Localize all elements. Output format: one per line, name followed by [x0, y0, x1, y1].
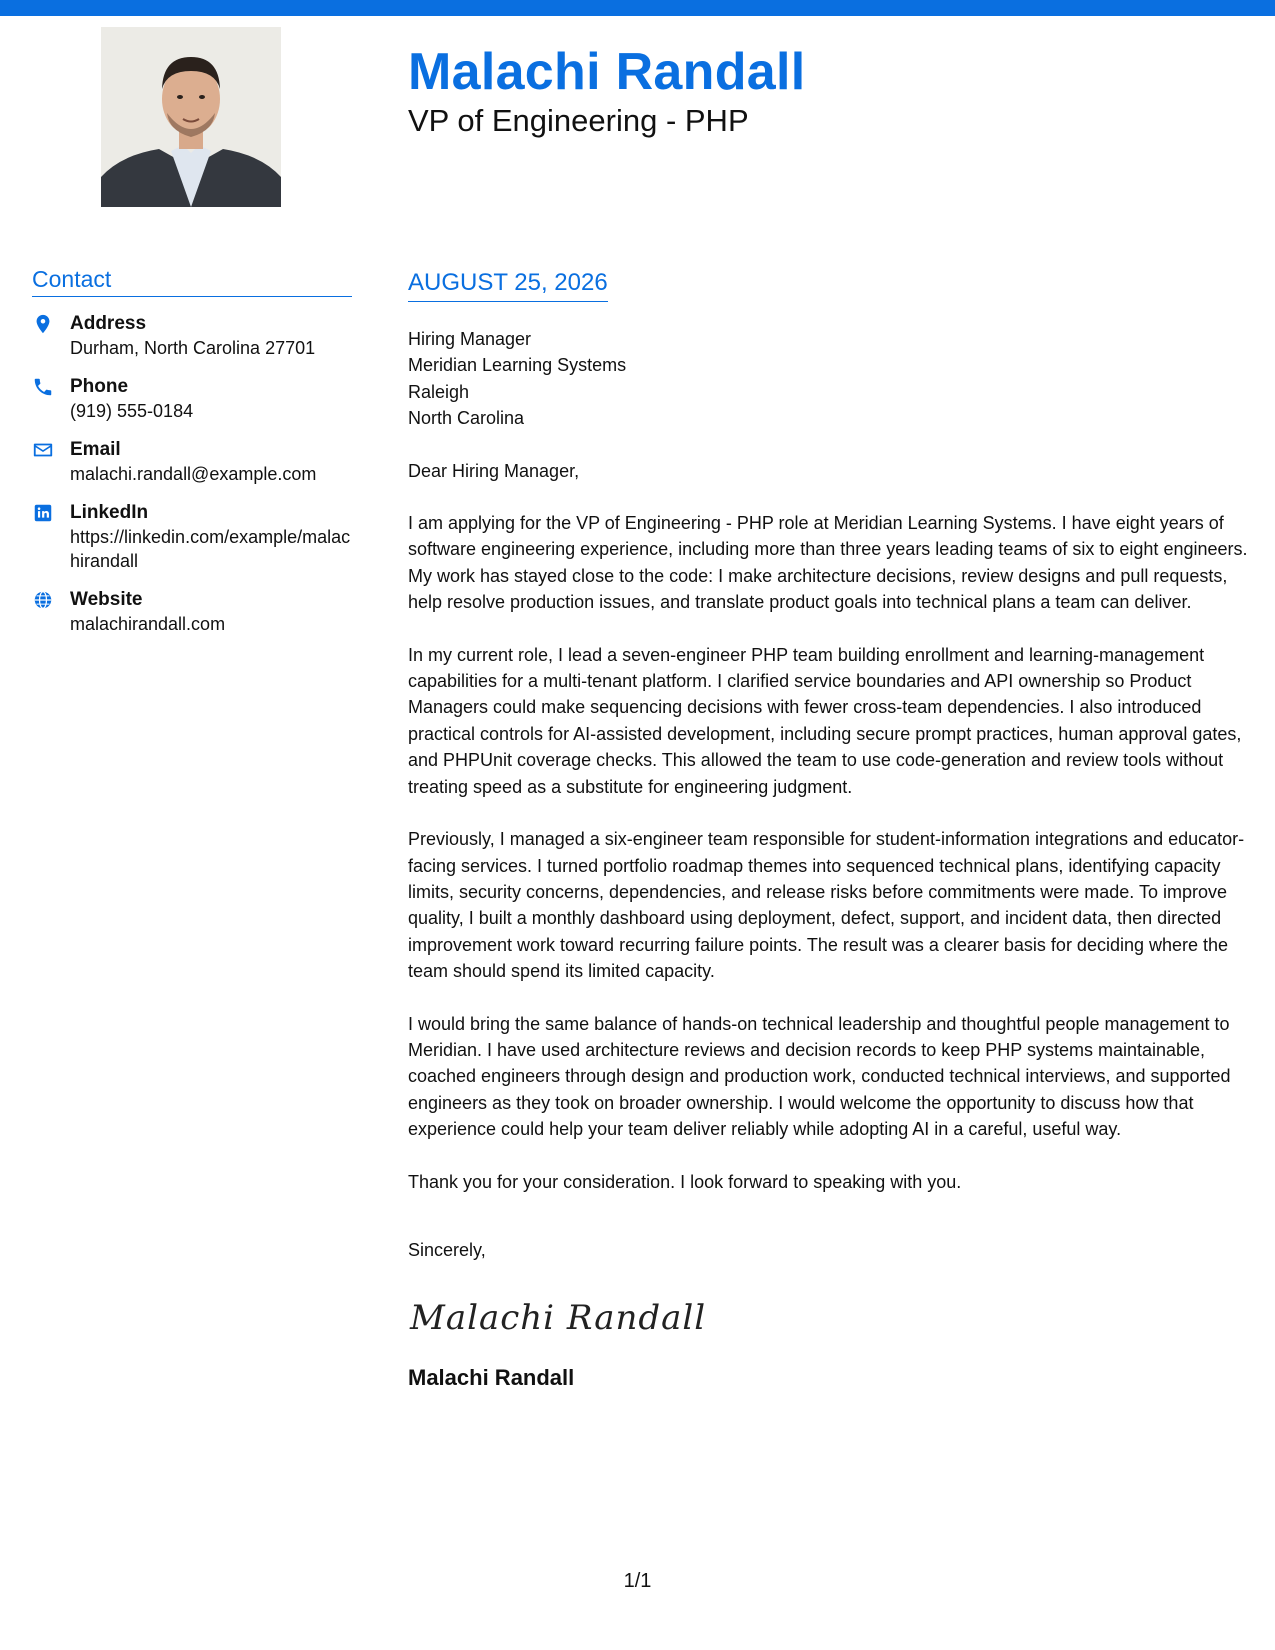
recipient-line: Hiring Manager: [408, 329, 532, 349]
linkedin-link[interactable]: https://linkedin.com/example/malachirandall: [70, 527, 351, 571]
letter-paragraph: Thank you for your consideration. I look forward to speaking with you.: [408, 1171, 962, 1192]
contact-item-website: [32, 587, 352, 636]
recipient-line: Meridian Learning Systems: [408, 355, 627, 376]
contact-label: Address: [70, 313, 147, 334]
recipient-block: [408, 326, 1253, 432]
signature-text: Malachi Randall: [410, 1298, 707, 1339]
contact-item-email: [32, 437, 352, 486]
salutation: Dear Hiring Manager,: [408, 460, 580, 481]
email-icon: [32, 439, 54, 461]
website-link[interactable]: malachirandall.com: [70, 614, 226, 634]
signoff-name: Malachi Randall: [408, 1365, 575, 1391]
contact-value: Durham, North Carolina 27701: [70, 338, 316, 358]
letter-body: [408, 269, 1253, 1391]
linkedin-icon: [32, 502, 54, 524]
letter-date: AUGUST 25, 2026: [408, 269, 608, 302]
page-number: 1/1: [623, 1570, 652, 1592]
contact-sidebar: [32, 266, 352, 650]
recipient-line: North Carolina: [408, 408, 525, 429]
handwritten-signature: [408, 1289, 1253, 1345]
contact-label: LinkedIn: [70, 502, 149, 523]
contact-item-phone: [32, 374, 352, 423]
contact-label: Email: [70, 439, 121, 460]
recipient-line: Raleigh: [408, 381, 470, 402]
letter-paragraph: I would bring the same balance of hands-on technical leadership and thoughtful people management to Meridian. I have used architecture reviews and decision records to keep PHP systems maintainable, coached engineers through design and production work, conducted technical interviews, and supported engineers as they took on broader ownership. I would welcome the opportunity to discuss how that experience could help your team deliver reliably while adopting AI in a careful, useful way.: [408, 1013, 1231, 1140]
contact-value: (919) 555-0184: [70, 401, 194, 421]
location-pin-icon: [32, 313, 54, 335]
top-accent-bar: [0, 0, 1275, 16]
contact-heading: Contact: [32, 266, 352, 297]
letter-paragraph: I am applying for the VP of Engineering - PHP role at Meridian Learning Systems. I have eight years of software engineering experience, including more than three years leading teams of six to eight engineers. My work has stayed close to the code: I make architecture decisions, review designs and pull requests, help resolve production issues, and translate product goals into technical plans a team can deliver.: [408, 513, 1248, 613]
profile-photo: [101, 27, 281, 207]
candidate-title: VP of Engineering - PHP: [408, 103, 749, 138]
contact-item-address: [32, 311, 352, 360]
letter-paragraph: In my current role, I lead a seven-engineer PHP team building enrollment and learning-management capabilities for a multi-tenant platform. I clarified service boundaries and API ownership so Product Managers could make sequencing decisions with fewer cross-team dependencies. I also introduced practical controls for AI-assisted development, including secure prompt practices, human approval gates, and PHPUnit coverage checks. This allowed the team to use code-generation and review tools without treating speed as a substitute for engineering judgment.: [408, 644, 1242, 797]
contact-label: Website: [70, 589, 143, 610]
contact-value: malachi.randall@example.com: [70, 464, 317, 484]
phone-icon: [32, 376, 54, 398]
letter-paragraph: Previously, I managed a six-engineer team responsible for student-information integrations and educator-facing services. I turned portfolio roadmap themes into sequenced technical plans, identifying capacity limits, security concerns, dependencies, and release risks before commitments were made. To improve quality, I built a monthly dashboard using deployment, defect, support, and incident data, then directed improvement work toward recurring failure points. The result was a clearer basis for deciding where the team should spend its limited capacity.: [408, 829, 1245, 982]
closing: Sincerely,: [408, 1239, 486, 1260]
contact-item-linkedin: [32, 500, 352, 573]
contact-label: Phone: [70, 376, 129, 397]
candidate-name: Malachi Randall: [408, 43, 806, 101]
globe-icon: [32, 589, 54, 611]
